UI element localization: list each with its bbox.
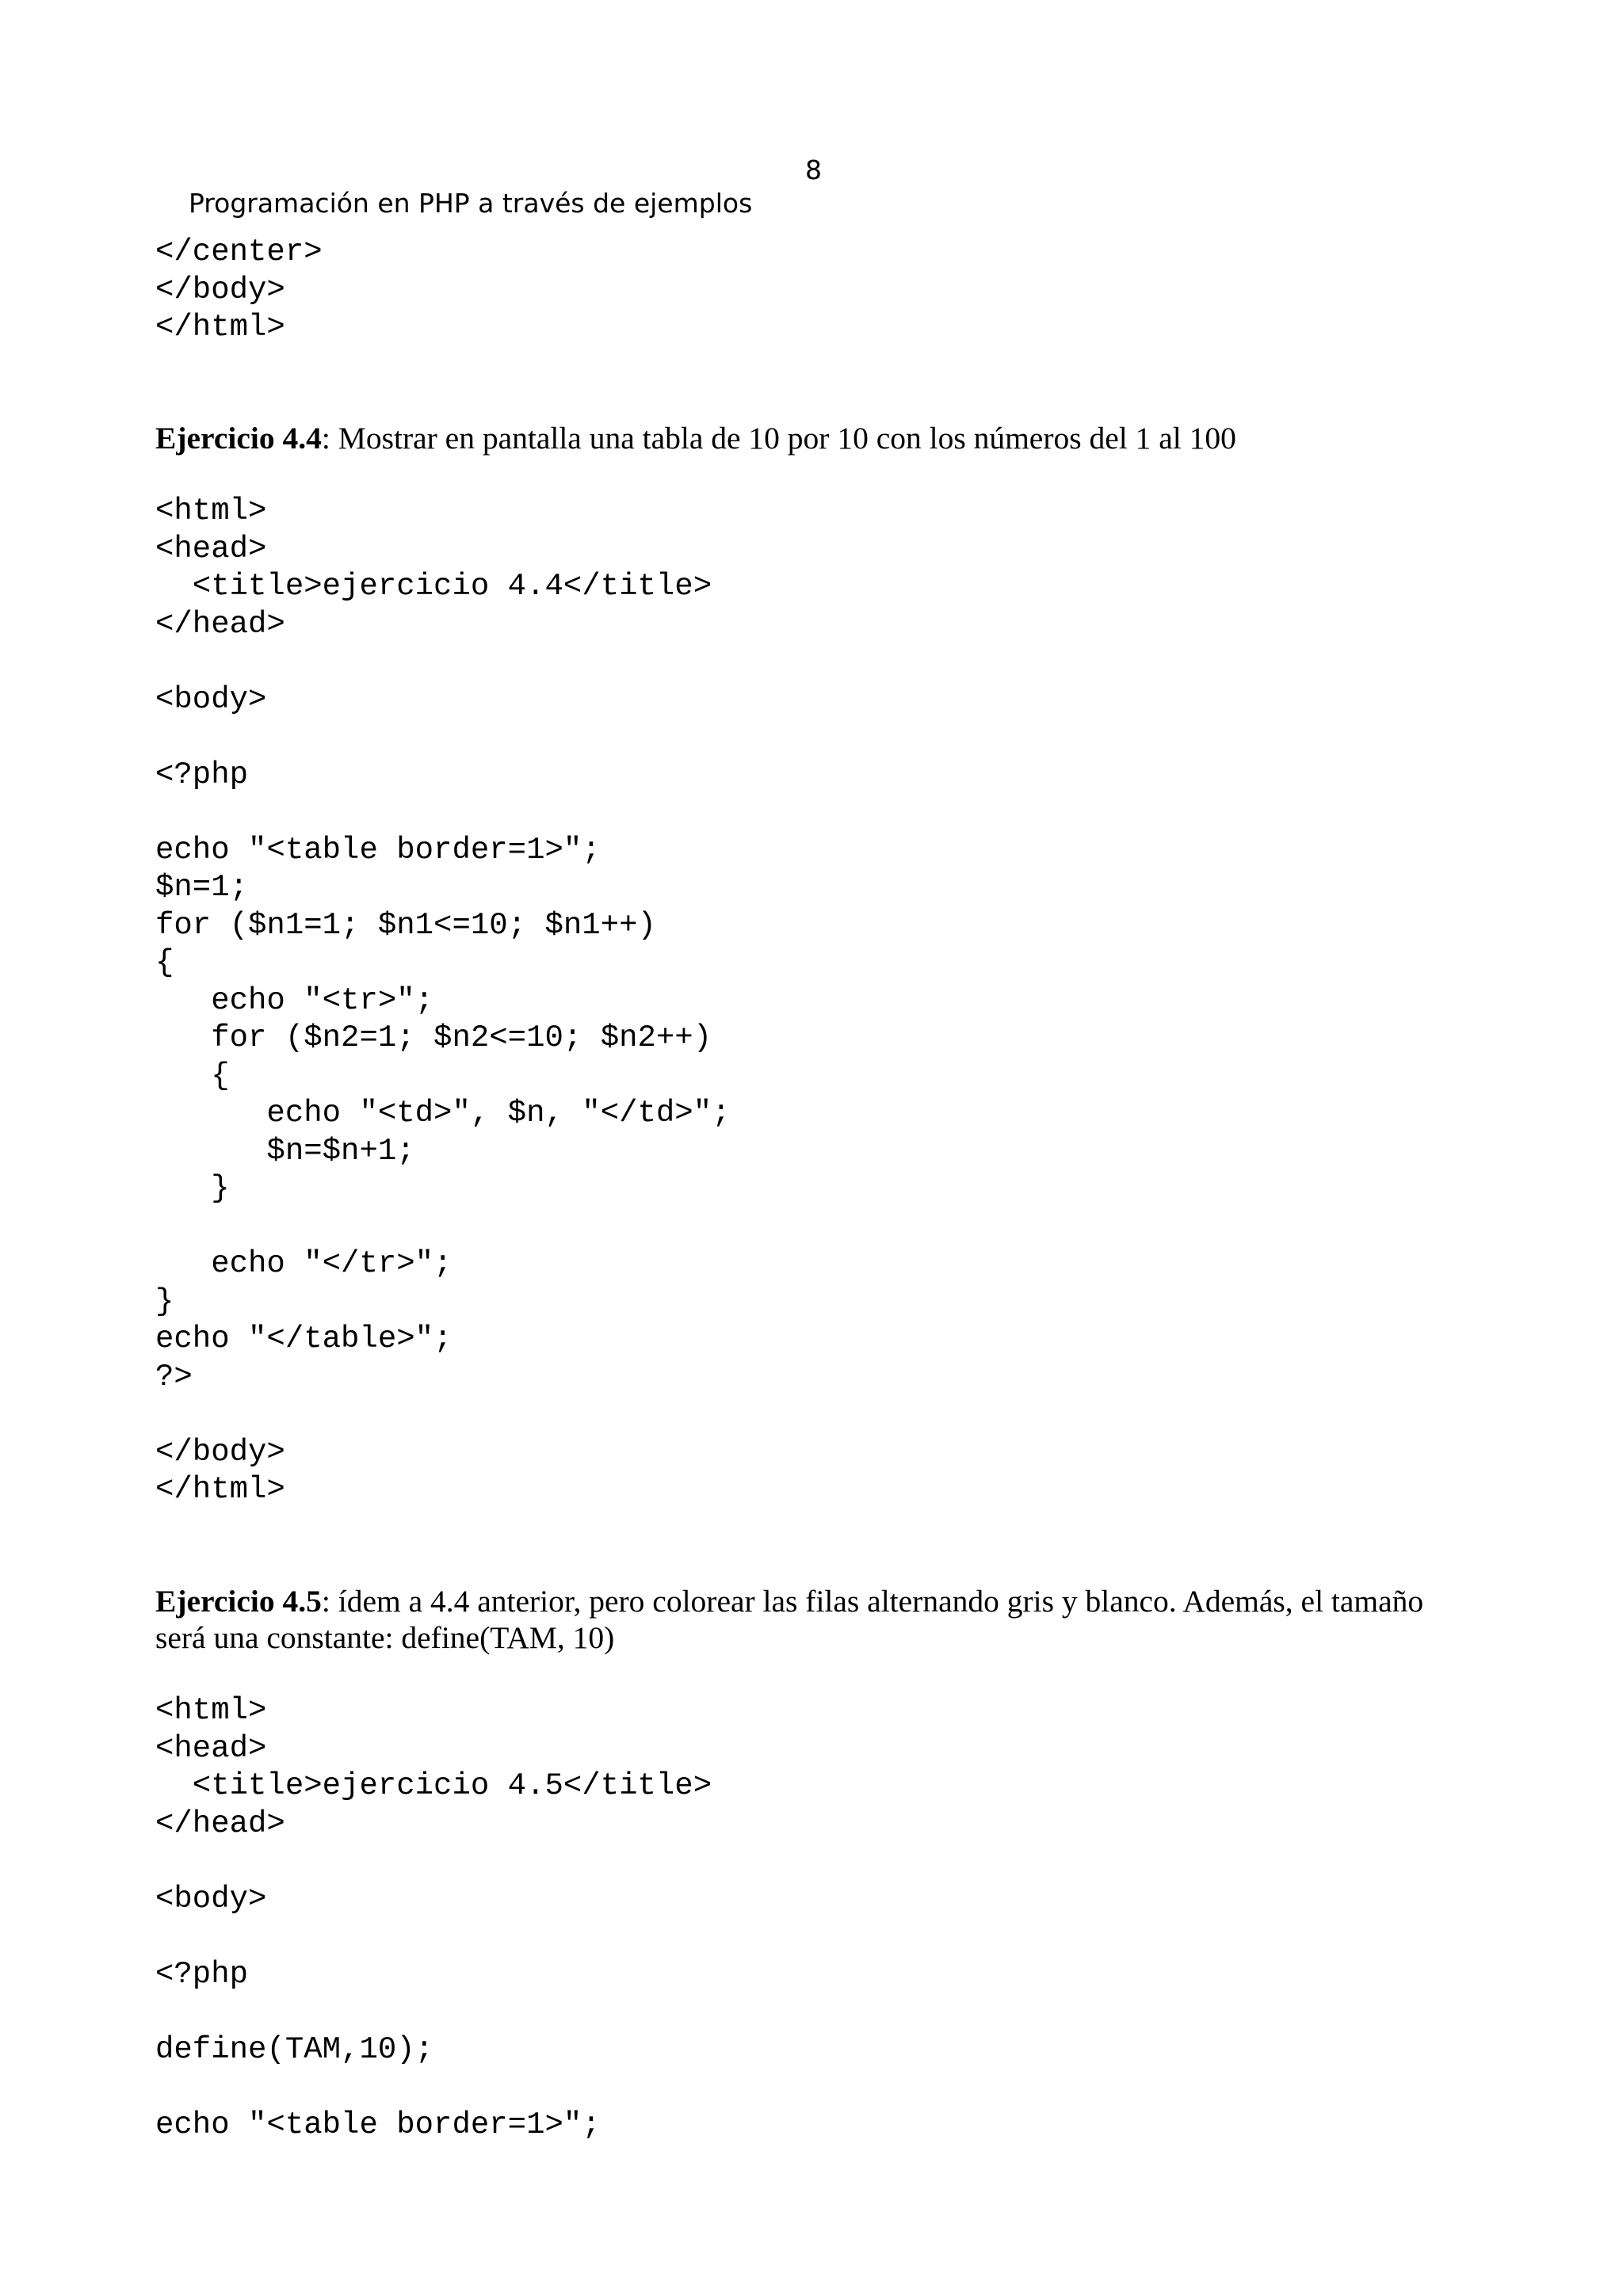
exercise-4-4-statement [155, 420, 1471, 456]
code-block-exercise-4-4: <html> <head> <title>ejercicio 4.4</title> </head> <body> <?php echo "<table border=1>"; $n=1; for ($n1=1; $n1<=10; $n1++) { echo "<tr>"; for ($n2=1; $n2<=10; $n2++) { echo "<td>", $n, "</td>"; $n=$n+1; } echo "</tr>"; } echo "</table>"; ?> </body> </html> [155, 494, 731, 1507]
page-number: 8 [805, 154, 822, 185]
exercise-4-4-text: : Mostrar en pantalla una tabla de 10 por 10 con los números del 1 al 100 [321, 421, 1236, 456]
exercise-4-5-statement [155, 1583, 1471, 1656]
code-block-closing-tags: </center> </body> </html> [155, 235, 323, 345]
exercise-4-5-text: : ídem a 4.4 anterior, pero colorear las filas alternando gris y blanco. Además, el tamaño será una constante: define(TAM, 10) [155, 1584, 1424, 1655]
code-block-exercise-4-5: <html> <head> <title>ejercicio 4.5</title> </head> <body> <?php define(TAM,10); echo "<table border=1>"; [155, 1693, 712, 2142]
exercise-4-4-label: Ejercicio 4.4 [155, 421, 322, 456]
exercise-4-5-label: Ejercicio 4.5 [155, 1584, 322, 1619]
document-title: Programación en PHP a través de ejemplos [188, 188, 753, 219]
